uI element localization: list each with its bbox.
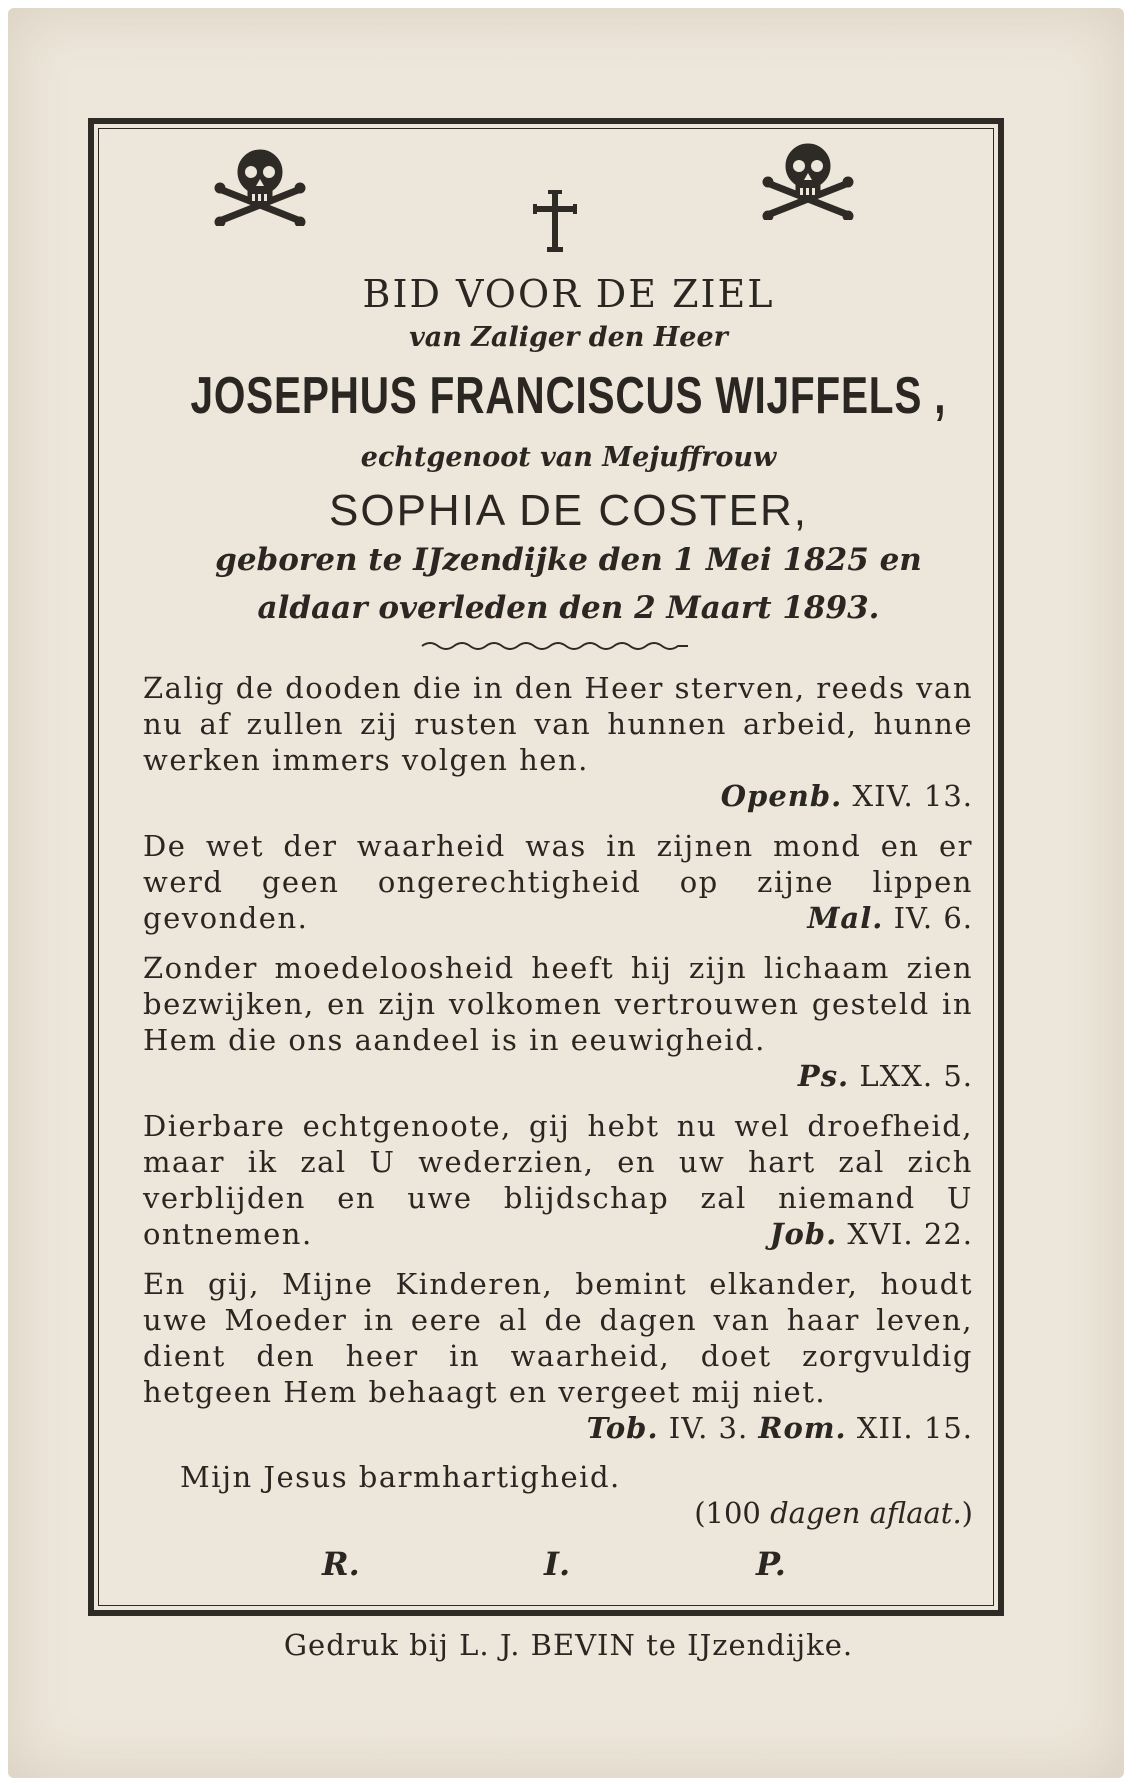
printer-credit: Gedruk bij L. J. BEVIN te IJzendijke. [283, 1628, 854, 1662]
rip-r: R. [322, 1545, 360, 1583]
indulgence-note [143, 1496, 973, 1530]
skull-crossbones-icon [762, 140, 854, 220]
indulgence-close: ) [961, 1496, 973, 1530]
verse-4-book: Job. [769, 1217, 838, 1251]
rip-i: I. [544, 1545, 571, 1583]
verse-2-reference [143, 900, 973, 936]
verse-5-book: Tob. [586, 1411, 659, 1445]
cross-icon [533, 190, 577, 252]
verse-5-chapter: IV. 3. [668, 1411, 749, 1445]
death-line: aldaar overleden den 2 Maart 1893. [257, 590, 880, 626]
verse-4-chapter: XVI. 22. [847, 1217, 973, 1251]
spouse-name: SOPHIA DE COSTER, [329, 486, 808, 535]
verse-3-book: Ps. [797, 1059, 850, 1093]
deceased-name: JOSEPHUS FRANCISCUS WIJFFELS , [190, 367, 947, 425]
verse-5-reference [143, 1410, 973, 1446]
indulgence-open: (100 [694, 1496, 761, 1530]
verse-3-text: Zonder moedeloosheid heeft hij zijn lichaam zien bezwijken, en zijn volkomen vertrouwen gesteld in Hem die ons aandeel is in eeuwigheid. [143, 951, 973, 1057]
card-subtitle: van Zaliger den Heer [409, 322, 728, 353]
closing-prayer: Mijn Jesus barmhartigheid. [180, 1460, 621, 1494]
verse-2-chapter: IV. 6. [893, 901, 973, 935]
verse-4-reference [143, 1216, 973, 1252]
verse-1-reference [143, 778, 973, 814]
verse-5-text: En gij, Mijne Kinderen, bemint elkander, houdt uwe Moeder in eere al de dagen van haar leven, dient den heer in waarheid, doet zorgvuldig hetgeen Hem behaagt en vergeet mij niet. [143, 1267, 973, 1409]
verse-2-book: Mal. [807, 901, 884, 935]
indulgence-text: dagen aflaat. [770, 1496, 962, 1530]
verse-1-chapter: XIV. 13. [852, 779, 973, 813]
verse-1-text: Zalig de dooden die in den Heer sterven, reeds van nu af zullen zij rusten van hunnen arbeid, hunne werken immers volgen hen. [143, 671, 973, 777]
rip-p: P. [756, 1545, 786, 1583]
birth-line: geboren te IJzendijke den 1 Mei 1825 en [215, 542, 922, 578]
card-title: BID VOOR DE ZIEL [362, 272, 775, 316]
skull-crossbones-icon [214, 146, 306, 226]
verse-3-chapter: LXX. 5. [859, 1059, 973, 1093]
verse-2-text: De wet der waarheid was in zijnen mond en er werd geen ongerechtigheid op zijne lippen gevonden. [143, 829, 973, 935]
spouse-intro: echtgenoot van Mejuffrouw [360, 442, 777, 473]
verse-5-chapter-2: XII. 15. [856, 1411, 973, 1445]
verse-3-reference [143, 1058, 973, 1094]
verse-5-book-2: Rom. [758, 1411, 847, 1445]
verse-1-book: Openb. [720, 779, 843, 813]
ornamental-divider [420, 640, 690, 652]
verse-4-text: Dierbare echtgenoote, gij hebt nu wel droefheid, maar ik zal U wederzien, en uw hart zal zich verblijden en uwe blijdschap zal niemand U ontnemen. [143, 1109, 973, 1251]
